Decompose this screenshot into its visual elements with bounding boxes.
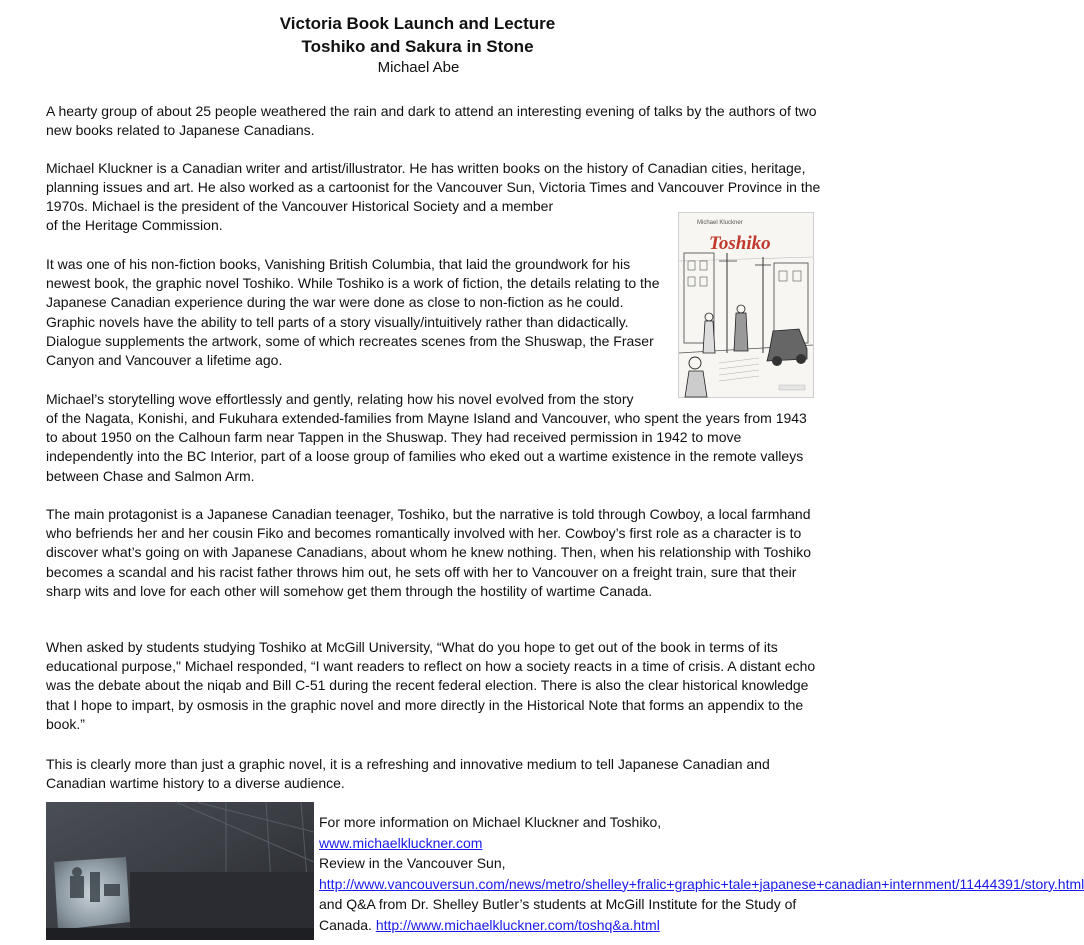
paragraph-intro: A hearty group of about 25 people weathered the rain and dark to attend an interesting evening of talks by the authors of two new books related to Japanese Canadians.: [46, 103, 817, 139]
vancouver-sun-review-link[interactable]: http://www.vancouversun.com/news/metro/shelley+fralic+graphic+tale+japanese+canadian+internment/11444391/story.html: [319, 875, 1084, 892]
review-prefix: Review in the Vancouver Sun,: [319, 855, 506, 871]
cover-title: Toshiko: [709, 233, 771, 254]
paragraph-storytelling-b: of the Nagata, Konishi, and Fukuhara extended-families from Mayne Island and Vancouver, who spent the years from 1943 to about 1950 on the Calhoun farm near Tappen in the Shuswap. They had received permission in 1942 to move independently into the BC Interior, part of a loose group of families who eked out a wartime existence in the remote valleys between Chase and Salmon Arm.: [46, 410, 807, 484]
cover-author: Michael Kluckner: [697, 220, 743, 226]
lecture-photo: [46, 802, 314, 940]
qa-text: and Q&A from Dr. Shelley Butler’s students at McGill Institute for the Study of Canada.: [319, 896, 797, 933]
book-cover-illustration: [679, 213, 813, 397]
toshiko-qa-link[interactable]: http://www.michaelkluckner.com/toshq&a.html: [375, 916, 660, 933]
paragraph-kluckner-bio-b: of the Heritage Commission.: [46, 217, 223, 233]
paragraph-kluckner-bio-a: Michael Kluckner is a Canadian writer and artist/illustrator. He has written books on the history of Canadian cities, heritage, planning issues and art. He also worked as a cartoonist for the Vancouver Sun, Victoria Times and Vancouver Province in the 1970s. Michael is the president of the Vancouver Historical Society and a member: [46, 160, 821, 215]
book-titles: Toshiko and Sakura in Stone: [301, 37, 534, 56]
kluckner-website-link[interactable]: www.michaelkluckner.com: [319, 834, 483, 851]
title-block: [0, 12, 835, 77]
lecture-photo-illustration: [46, 802, 314, 940]
paragraph-mcgill-qa: When asked by students studying Toshiko at McGill University, “What do you hope to get out of the book in terms of its educational purpose," Michael responded, “I want readers to reflect on how a society reacts in a time of crisis. A distant echo was the debate about the niqab and Bill C-51 during the recent federal election. There is also the clear historical knowledge that I hope to impart, by osmosis in the graphic novel and more directly in the Historical Note that forms an appendix to the book.”: [46, 639, 816, 732]
more-info-intro: For more information on Michael Kluckner and Toshiko,: [319, 814, 662, 830]
more-info-block: [319, 812, 1084, 935]
event-title: Victoria Book Launch and Lecture: [279, 14, 556, 33]
book-cover-image: [678, 212, 814, 398]
paragraph-storytelling-a: Michael’s storytelling wove effortlessly and gently, relating how his novel evolved from the story: [46, 391, 634, 407]
paragraph-conclusion: This is clearly more than just a graphic novel, it is a refreshing and innovative medium to tell Japanese Canadian and Canadian wartime history to a diverse audience.: [46, 756, 770, 792]
paragraph-toshiko-origin: It was one of his non-fiction books, Vanishing British Columbia, that laid the groundwork for his newest book, the graphic novel Toshiko. While Toshiko is a work of fiction, the details relating to the Japanese Canadian experience during the war were done as close to non-fiction as he could. Graphic novels have the ability to tell parts of a story visually/intuitively rather than didactically. Dialogue supplements the artwork, some of which recreates scenes from the Shuswap, the Fraser Canyon and Vancouver a lifetime ago.: [46, 256, 660, 369]
author-byline: Michael Abe: [377, 59, 460, 76]
paragraph-protagonist: The main protagonist is a Japanese Canadian teenager, Toshiko, but the narrative is told through Cowboy, a local farmhand who befriends her and her cousin Fiko and becomes romantically involved with her. Cowboy’s first role as a character is to discover what’s going on with Japanese Canadians, about whom he knew nothing. Then, when his relationship with Toshiko becomes a scandal and his racist father throws him out, he sets off with her to Vancouver on a freight train, sure that their sharp wits and love for each other will somehow get them through the hostility of wartime Canada.: [46, 506, 812, 599]
